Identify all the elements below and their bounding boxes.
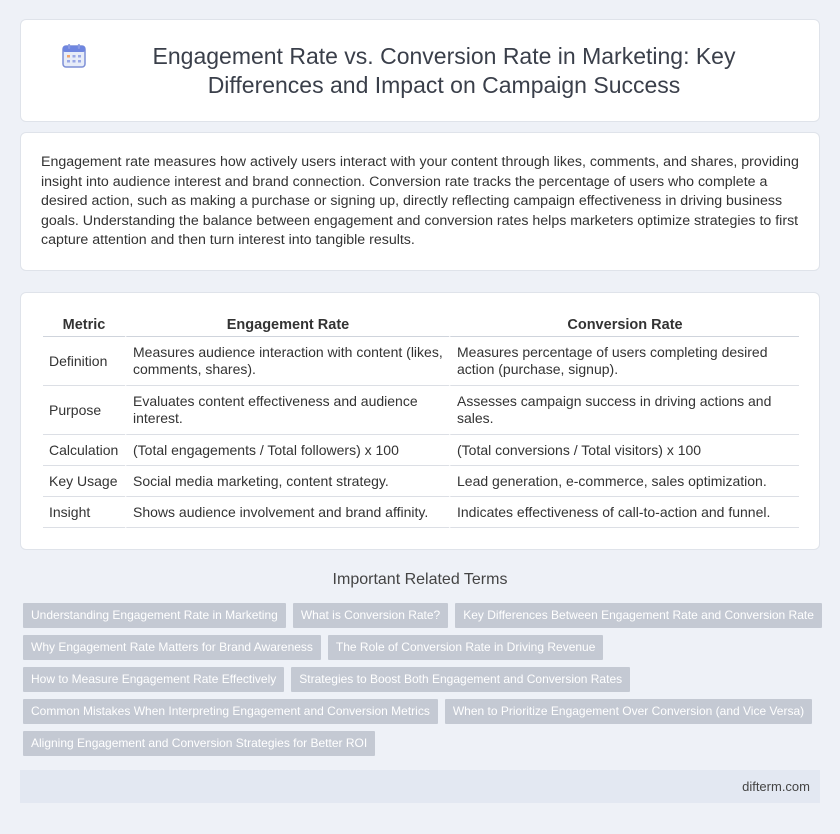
row-conversion-value: Indicates effectiveness of call-to-action and funnel. [449,497,799,528]
row-conversion-value: Lead generation, e-commerce, sales optimization. [449,466,799,497]
related-term-tag[interactable]: Strategies to Boost Both Engagement and Conversion Rates [291,667,630,692]
intro-paragraph: Engagement rate measures how actively users interact with your content through likes, comments, and shares, providing insight into audience interest and brand connection. Conversion rate tracks the percentage of users who complete a desired action, such as making a purchase or signing up, directly reflecting campaign effectiveness in driving business goals. Understanding the balance between engagement and conversion rates helps marketers optimize strategies to first capture attention and then turn interest into tangible results. [41,154,799,248]
row-metric: Key Usage [43,466,125,497]
column-header-metric: Metric [43,313,125,337]
comparison-table [43,313,799,528]
row-conversion-value: Measures percentage of users completing desired action (purchase, signup). [449,337,799,386]
row-engagement-value: Shows audience involvement and brand affinity. [125,497,449,528]
row-conversion-value: (Total conversions / Total visitors) x 100 [449,435,799,466]
related-term-tag[interactable]: Aligning Engagement and Conversion Strategies for Better ROI [23,731,375,756]
row-metric: Insight [43,497,125,528]
column-header-engagement-rate: Engagement Rate [125,313,449,337]
related-term-tag[interactable]: Why Engagement Rate Matters for Brand Awareness [23,635,321,660]
table-row [43,435,799,466]
table-row [43,466,799,497]
header-card [20,19,820,122]
intro-card [20,132,820,271]
related-term-tag[interactable]: Key Differences Between Engagement Rate and Conversion Rate [455,603,822,628]
row-conversion-value: Assesses campaign success in driving actions and sales. [449,386,799,435]
row-engagement-value: Measures audience interaction with content (likes, comments, shares). [125,337,449,386]
related-term-tag[interactable]: Common Mistakes When Interpreting Engagement and Conversion Metrics [23,699,438,724]
row-engagement-value: Social media marketing, content strategy. [125,466,449,497]
row-metric: Definition [43,337,125,386]
related-term-tag[interactable]: Understanding Engagement Rate in Marketing [23,603,286,628]
related-term-tag[interactable]: What is Conversion Rate? [293,603,448,628]
footer [20,770,820,803]
related-term-tag[interactable]: When to Prioritize Engagement Over Conversion (and Vice Versa) [445,699,812,724]
related-term-tag[interactable]: The Role of Conversion Rate in Driving Revenue [328,635,603,660]
table-header-row [43,313,799,337]
related-terms-list [23,603,823,756]
row-engagement-value: Evaluates content effectiveness and audience interest. [125,386,449,435]
row-metric: Calculation [43,435,125,466]
related-term-tag[interactable]: How to Measure Engagement Rate Effectively [23,667,284,692]
page-title: Engagement Rate vs. Conversion Rate in Marketing: Key Differences and Impact on Campaign Success [152,42,736,98]
footer-site-name[interactable]: difterm.com [742,779,810,794]
table-row [43,497,799,528]
calendar-icon [61,43,87,69]
comparison-table-card [20,292,820,550]
row-engagement-value: (Total engagements / Total followers) x 100 [125,435,449,466]
related-terms-heading: Important Related Terms [332,571,508,588]
column-header-conversion-rate: Conversion Rate [449,313,799,337]
table-row [43,386,799,435]
row-metric: Purpose [43,386,125,435]
table-row [43,337,799,386]
